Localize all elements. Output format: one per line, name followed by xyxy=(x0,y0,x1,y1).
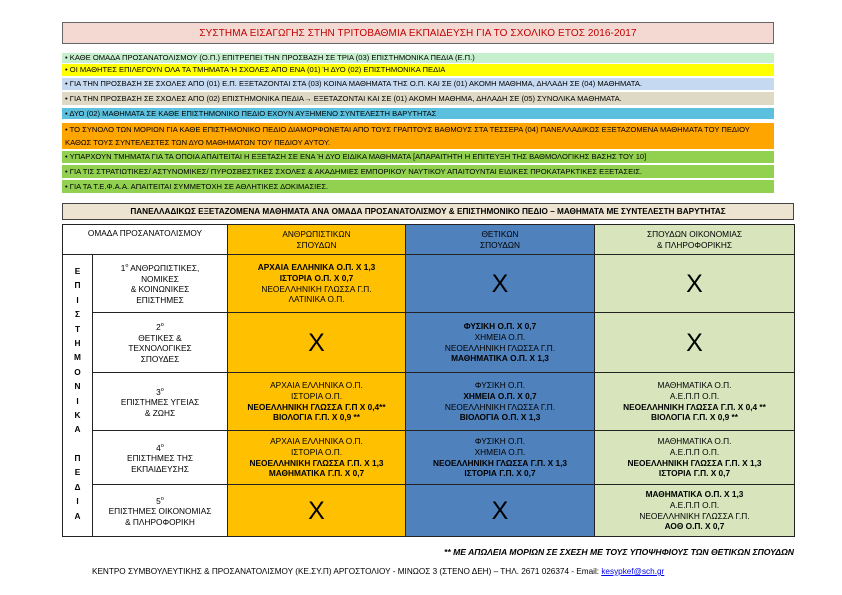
bullet-text: ΓΙΑ ΤΗΝ ΠΡΟΣΒΑΣΗ ΣΕ ΣΧΟΛΕΣ ΑΠΟ (02) ΕΠΙΣΤΗΜΟΝΙΚΑ ΠΕΔΙΑ→ ΕΞΕΤΑΖΟΝΤΑΙ ΚΑΙ ΣΕ (01) ΑΚΟΜΗ ΜΑΘΗΜΑ, ΔΗΛΑΔΗ ΣΕ (05) ΣΥΝΟΛΙΚΑ ΜΑΘΗΜΑΤΑ. xyxy=(69,94,622,103)
vertical-label-epistimonika-pedia xyxy=(63,255,93,537)
col-header-line: ΣΠΟΥΔΩΝ ΟΙΚΟΝΟΜΙΑΣ xyxy=(646,228,743,239)
vertical-letter: Μ xyxy=(74,352,81,363)
subject-line: ΝΕΟΕΛΛΗΝΙΚΗ ΓΛΩΣΣΑ Γ.Π. Χ 0,4 ** xyxy=(623,401,766,412)
subject-line: ΜΑΘΗΜΑΤΙΚΑ Ο.Π. Χ 1,3 xyxy=(451,353,549,364)
subject-line: ΜΑΘΗΜΑΤΙΚΑ Ο.Π. xyxy=(657,436,732,447)
bullet-item xyxy=(62,53,774,63)
subject-line: ΙΣΤΟΡΙΑ Γ.Π. Χ 0,7 xyxy=(658,468,731,479)
field-name-line: ΤΕΧΝΟΛΟΓΙΚΕΣ xyxy=(128,343,192,354)
vertical-letter: Ο xyxy=(74,366,81,377)
subject-line: ΙΣΤΟΡΙΑ Ο.Π. Χ 0,7 xyxy=(279,272,354,283)
field-number-value: 2 xyxy=(156,322,161,333)
subject-line: ΙΣΤΟΡΙΑ Ο.Π. xyxy=(290,390,343,401)
bullet-item xyxy=(62,123,774,149)
cell-oikonomias xyxy=(595,431,795,485)
subjects-table xyxy=(62,224,795,537)
cell-oikonomias xyxy=(595,485,795,537)
bullet-text: ΓΙΑ ΤΑ Τ.Ε.Φ.Α.Α. ΑΠΑΙΤΕΙΤΑΙ ΣΥΜΜΕΤΟΧΗ ΣΕ ΑΘΛΗΤΙΚΕΣ ΔΟΚΙΜΑΣΙΕΣ. xyxy=(69,182,329,191)
field-name-line: & ΠΛΗΡΟΦΟΡΙΚΗ xyxy=(125,516,195,527)
footer xyxy=(92,567,664,576)
bullet-dot-icon: • xyxy=(65,152,70,161)
subject-line: ΝΕΟΕΛΛΗΝΙΚΗ ΓΛΩΣΣΑ Γ.Π. xyxy=(444,401,556,412)
subject-line: ΒΙΟΛΟΓΙΑ Ο.Π. Χ 1,3 xyxy=(459,412,541,423)
field-number xyxy=(93,261,227,273)
field-number-value: 4 xyxy=(156,442,161,453)
subject-line: ΑΟΘ Ο.Π. Χ 0,7 xyxy=(664,521,725,532)
footer-text: ΚΕΝΤΡΟ ΣΥΜΒΟΥΛΕΥΤΙΚΗΣ & ΠΡΟΣΑΝΑΤΟΛΙΣΜΟΥ (ΚΕ.ΣΥ.Π) ΑΡΓΟΣΤΟΛΙΟΥ - ΜΙΝΩΟΣ 3 (ΣΤΕΝΟ ΔΕΗ) – ΤΗΛ. 2671 026374 - Email: xyxy=(92,567,602,576)
field-name-cell xyxy=(93,485,228,537)
vertical-letter: Σ xyxy=(75,309,80,320)
table-row xyxy=(63,431,795,485)
vertical-letter: Κ xyxy=(74,409,81,420)
subject-line: ΜΑΘΗΜΑΤΙΚΑ Γ.Π. Χ 0,7 xyxy=(268,468,365,479)
subject-line: ΝΕΟΕΛΛΗΝΙΚΗ ΓΛΩΣΣΑ Γ.Π. xyxy=(444,342,556,353)
bullet-text: ΟΙ ΜΑΘΗΤΕΣ ΕΠΙΛΕΓΟΥΝ ΟΛΑ ΤΑ ΤΜΗΜΑΤΑ Ή ΣΧΟΛΕΣ ΑΠΟ ΕΝΑ (01) Ή ΔΥΟ (02) ΕΠΙΣΤΗΜΟΝΙΚΑ ΠΕΔΙΑ xyxy=(69,65,446,74)
subject-line: ΝΕΟΕΛΛΗΝΙΚΗ ΓΛΩΣΣΑ Γ.Π. Χ 1,3 xyxy=(249,457,384,468)
bullet-text: ΚΑΘΕ ΟΜΑΔΑ ΠΡΟΣΑΝΑΤΟΛΙΣΜΟΥ (Ο.Π.) ΕΠΙΤΡΕΠΕΙ ΤΗΝ ΠΡΟΣΒΑΣΗ ΣΕ ΤΡΙΑ (03) ΕΠΙΣΤΗΜΟΝΙΚΑ ΠΕΔΙΑ (Ε.Π.) xyxy=(69,53,475,62)
vertical-letter: Ε xyxy=(74,467,81,478)
subject-line: ΝΕΟΕΛΛΗΝΙΚΗ ΓΛΩΣΣΑ Γ.Π. Χ 1,3 xyxy=(627,457,762,468)
subject-line: ΒΙΟΛΟΓΙΑ Γ.Π. Χ 0,9 ** xyxy=(273,412,360,423)
cell-thetikon xyxy=(406,255,595,313)
cell-anthropistikon xyxy=(228,313,406,373)
bullet-item xyxy=(62,64,774,76)
section-title: ΠΑΝΕΛΛΑΔΙΚΩΣ ΕΞΕΤΑΖΟΜΕΝΑ ΜΑΘΗΜΑΤΑ ΑΝΑ ΟΜΑΔΑ ΠΡΟΣΑΝΑΤΟΛΙΣΜΟΥ & ΕΠΙΣΤΗΜΟΝΙΚΟ ΠΕΔΙΟ – ΜΑΘΗΜΑΤΑ ΜΕ ΣΥΝΤΕΛΕΣΤΗ ΒΑΡΥΤΗΤΑΣ xyxy=(62,203,794,220)
subject-line: ΧΗΜΕΙΑ Ο.Π. Χ 0,7 xyxy=(463,390,537,401)
field-name-cell xyxy=(93,373,228,431)
field-name-line: ΑΝΘΡΩΠΙΣΤΙΚΕΣ, xyxy=(130,263,200,274)
field-name-line: & ΖΩΗΣ xyxy=(144,407,176,418)
document-title: ΣΥΣΤΗΜΑ ΕΙΣΑΓΩΓΗΣ ΣΤΗΝ ΤΡΙΤΟΒΑΘΜΙΑ ΕΚΠΑΙΔΕΥΣΗ ΓΙΑ ΤΟ ΣΧΟΛΙΚΟ ΕΤΟΣ 2016-2017 xyxy=(62,22,774,44)
subject-line: ΦΥΣΙΚΗ Ο.Π. xyxy=(474,436,526,447)
table-row xyxy=(63,373,795,431)
col-header-line: ΘΕΤΙΚΩΝ xyxy=(481,228,519,239)
table-corner-header: ΟΜΑΔΑ ΠΡΟΣΑΝΑΤΟΛΙΣΜΟΥ xyxy=(63,225,228,255)
subject-line: ΜΑΘΗΜΑΤΙΚΑ Ο.Π. xyxy=(657,380,732,391)
subject-line: ΙΣΤΟΡΙΑ Ο.Π. xyxy=(290,446,343,457)
subject-line: ΦΥΣΙΚΗ Ο.Π. xyxy=(474,380,526,391)
bullet-text: ΓΙΑ ΤΙΣ ΣΤΡΑΤΙΩΤΙΚΕΣ/ ΑΣΤΥΝΟΜΙΚΕΣ/ ΠΥΡΟΣΒΕΣΤΙΚΕΣ ΣΧΟΛΕΣ & ΑΚΑΔΗΜΙΕΣ ΕΜΠΟΡΙΚΟΥ ΝΑΥΤΙΚΟΥ ΑΠΑΙΤΟΥΝΤΑΙ ΕΙΔΙΚΕΣ ΠΡΟΚΑΤΑΡΚΤΙΚΕΣ ΕΞΕΤΑΣΕΙΣ. xyxy=(69,167,643,176)
bullet-text: ΔΥΟ (02) ΜΑΘΗΜΑΤΑ ΣΕ ΚΑΘΕ ΕΠΙΣΤΗΜΟΝΙΚΟ ΠΕΔΙΟ ΕΧΟΥΝ ΑΥΞΗΜΕΝΟ ΣΥΝΤΕΛΕΣΤΗ ΒΑΡΥΤΗΤΑΣ xyxy=(69,109,437,118)
subject-line: ΦΥΣΙΚΗ Ο.Π. Χ 0,7 xyxy=(463,321,537,332)
field-number xyxy=(93,494,227,506)
vertical-letter: Α xyxy=(74,510,81,521)
field-number-value: 3 xyxy=(156,386,161,397)
field-name-line: & ΚΟΙΝΩΝΙΚΕΣ xyxy=(130,284,190,295)
field-name-line: ΘΕΤΙΚΕΣ & xyxy=(138,332,182,343)
bullet-item xyxy=(62,165,774,178)
col-header-oikonomias xyxy=(595,225,795,255)
bullet-item xyxy=(62,78,774,90)
subject-line: ΑΡΧΑΙΑ ΕΛΛΗΝΙΚΑ Ο.Π. xyxy=(270,436,363,447)
field-number-ordinal: ο xyxy=(160,442,164,449)
cell-anthropistikon xyxy=(228,255,406,313)
bullet-dot-icon: • xyxy=(65,94,70,103)
table-row xyxy=(63,485,795,537)
bullet-item xyxy=(62,108,774,119)
vertical-letter xyxy=(63,439,92,453)
subject-line: ΝΕΟΕΛΛΗΝΙΚΗ ΓΛΩΣΣΑ Γ.Π. Χ 1,3 xyxy=(432,457,568,468)
cell-oikonomias xyxy=(595,255,795,313)
subject-line: ΛΑΤΙΝΙΚΑ Ο.Π. xyxy=(288,294,345,305)
vertical-letter: Ν xyxy=(74,381,81,392)
vertical-letter: Π xyxy=(74,453,81,464)
bullet-dot-icon: • xyxy=(65,79,70,88)
table-row xyxy=(63,255,795,313)
field-name-line: ΕΚΠΑΙΔΕΥΣΗΣ xyxy=(131,463,189,474)
subject-line: ΑΡΧΑΙΑ ΕΛΛΗΝΙΚΑ Ο.Π. xyxy=(270,380,363,391)
vertical-letter: Η xyxy=(74,337,81,348)
subject-line: ΝΕΟΕΛΛΗΝΙΚΗ ΓΛΩΣΣΑ Γ.Π. xyxy=(261,283,372,294)
field-number-value: 1 xyxy=(120,263,126,274)
table-row xyxy=(63,313,795,373)
bullet-text: ΤΟ ΣΥΝΟΛΟ ΤΩΝ ΜΟΡΙΩΝ ΓΙΑ ΚΑΘΕ ΕΠΙΣΤΗΜΟΝΙΚΟ ΠΕΔΙΟ ΔΙΑΜΟΡΦΩΝΕΤΑΙ ΑΠΟ ΤΟΥΣ ΓΡΑΠΤΟΥΣ ΒΑΘΜΟΥΣ ΣΤΑ ΤΕΣΣΕΡΑ (04) ΠΑΝΕΛΛΑΔΙΚΩΣ ΕΞΕΤΑΖΟΜΕΝΑ ΜΑΘΗΜΑΤΑ ΤΟΥ ΠΕΔΙΟΥ ΚΑΘΩΣ ΤΟΥΣ ΣΥΝΤΕΛΕΣΤΕΣ ΤΩΝ ΔΥΟ ΜΑΘΗΜΑΤΩΝ ΤΟΥ ΠΕΔΙΟΥ ΑΥΤΟΥ. xyxy=(65,125,750,147)
bullet-dot-icon: • xyxy=(65,53,70,62)
field-name-line: ΝΟΜΙΚΕΣ xyxy=(141,273,179,284)
col-header-anthropistikon xyxy=(228,225,406,255)
vertical-letter: Ι xyxy=(76,395,79,406)
cell-anthropistikon xyxy=(228,485,406,537)
not-applicable-x-mark: X xyxy=(491,269,509,298)
subject-line: Α.Ε.Π.Π Ο.Π. xyxy=(669,499,720,510)
field-name-cell xyxy=(93,313,228,373)
field-number xyxy=(93,320,227,332)
vertical-letter: Α xyxy=(74,424,81,435)
not-applicable-x-mark: X xyxy=(491,496,509,525)
subject-line: ΑΡΧΑΙΑ ΕΛΛΗΝΙΚΑ Ο.Π. Χ 1,3 xyxy=(257,262,376,273)
cell-oikonomias xyxy=(595,373,795,431)
field-number-ordinal: ο xyxy=(125,263,129,270)
subject-line: ΝΕΟΕΛΛΗΝΙΚΗ ΓΛΩΣΣΑ Γ.Π. xyxy=(639,510,750,521)
footer-email-link[interactable]: kesypkef@sch.gr xyxy=(601,567,665,576)
subject-line: ΙΣΤΟΡΙΑ Γ.Π. Χ 0,7 xyxy=(464,468,536,479)
bullet-text: ΓΙΑ ΤΗΝ ΠΡΟΣΒΑΣΗ ΣΕ ΣΧΟΛΕΣ ΑΠΟ (01) Ε.Π. ΕΞΕΤΑΖΟΝΤΑΙ ΣΤΑ (03) ΚΟΙΝΑ ΜΑΘΗΜΑΤΑ ΤΗΣ Ο.Π. ΚΑΙ ΣΕ (01) ΑΚΟΜΗ ΜΑΘΗΜΑ, ΔΗΛΑΔΗ ΣΕ (04) ΜΑΘΗΜΑΤΑ. xyxy=(69,79,643,88)
bullet-dot-icon: • xyxy=(65,65,70,74)
field-name-line: ΕΠΙΣΤΗΜΕΣ ΤΗΣ xyxy=(127,453,193,464)
subject-line: Α.Ε.Π.Π Ο.Π. xyxy=(669,390,720,401)
vertical-letter: Τ xyxy=(74,323,81,334)
bullet-item xyxy=(62,180,774,193)
field-name-cell xyxy=(93,431,228,485)
footnote: ** ΜΕ ΑΠΩΛΕΙΑ ΜΟΡΙΩΝ ΣΕ ΣΧΕΣΗ ΜΕ ΤΟΥΣ ΥΠΟΨΗΦΙΟΥΣ ΤΩΝ ΘΕΤΙΚΩΝ ΣΠΟΥΔΩΝ xyxy=(444,547,794,557)
subject-line: ΧΗΜΕΙΑ Ο.Π. xyxy=(474,331,526,342)
not-applicable-x-mark: X xyxy=(308,328,325,357)
cell-thetikon xyxy=(406,485,595,537)
cell-oikonomias xyxy=(595,313,795,373)
field-name-line: ΣΠΟΥΔΕΣ xyxy=(140,353,180,364)
subject-line: ΒΙΟΛΟΓΙΑ Γ.Π. Χ 0,9 ** xyxy=(651,412,738,423)
vertical-letter: Ι xyxy=(76,294,79,305)
bullet-item xyxy=(62,92,774,105)
vertical-letter: Ε xyxy=(74,265,81,276)
col-header-line: ΑΝΘΡΩΠΙΣΤΙΚΩΝ xyxy=(282,228,351,239)
field-number-value: 5 xyxy=(156,495,161,506)
bullet-dot-icon: • xyxy=(65,167,70,176)
subject-line: ΝΕΟΕΛΛΗΝΙΚΗ ΓΛΩΣΣΑ Γ.Π Χ 0,4** xyxy=(247,401,386,412)
cell-thetikon xyxy=(406,313,595,373)
vertical-letter: Π xyxy=(74,280,81,291)
subject-line: ΜΑΘΗΜΑΤΙΚΑ Ο.Π. Χ 1,3 xyxy=(645,489,744,500)
not-applicable-x-mark: X xyxy=(308,496,325,525)
cell-thetikon xyxy=(406,431,595,485)
bullet-text: ΥΠΑΡΧΟΥΝ ΤΜΗΜΑΤΑ ΓΙΑ ΤΑ ΟΠΟΙΑ ΑΠΑΙΤΕΙΤΑΙ Η ΕΞΕΤΑΣΗ ΣΕ ΕΝΑ Ή ΔΥΟ ΕΙΔΙΚΑ ΜΑΘΗΜΑΤΑ [ΑΠΑΡΑΙΤΗΤΗ Η ΕΠΙΤΕΥΞΗ ΤΗΣ ΒΑΘΜΟΛΟΓΙΚΗΣ ΒΑΣΗΣ ΤΟΥ 10] xyxy=(69,152,647,161)
field-name-cell xyxy=(93,255,228,313)
cell-anthropistikon xyxy=(228,431,406,485)
subject-line: Α.Ε.Π.Π Ο.Π. xyxy=(669,446,720,457)
cell-thetikon xyxy=(406,373,595,431)
vertical-letter: Ι xyxy=(76,496,79,507)
bullet-dot-icon: • xyxy=(65,109,70,118)
field-number-ordinal: ο xyxy=(160,495,164,502)
field-name-line: ΕΠΙΣΤΗΜΕΣ xyxy=(136,294,184,305)
bullet-item xyxy=(62,151,774,163)
col-header-thetikon xyxy=(406,225,595,255)
col-header-line: ΣΠΟΥΔΩΝ xyxy=(480,239,520,250)
not-applicable-x-mark: X xyxy=(686,328,703,357)
field-number xyxy=(93,385,227,397)
vertical-letter: Δ xyxy=(74,481,81,492)
field-name-line: ΕΠΙΣΤΗΜΕΣ ΟΙΚΟΝΟΜΙΑΣ xyxy=(108,506,212,517)
field-number-ordinal: ο xyxy=(160,322,164,329)
not-applicable-x-mark: X xyxy=(686,269,703,298)
col-header-line: & ΠΛΗΡΟΦΟΡΙΚΗΣ xyxy=(657,239,732,250)
table-header-row xyxy=(63,225,795,255)
field-number-ordinal: ο xyxy=(160,386,164,393)
cell-anthropistikon xyxy=(228,373,406,431)
subject-line: ΧΗΜΕΙΑ Ο.Π. xyxy=(474,446,526,457)
bullet-dot-icon: • xyxy=(65,182,70,191)
col-header-line: ΣΠΟΥΔΩΝ xyxy=(296,239,337,250)
field-name-line: ΕΠΙΣΤΗΜΕΣ ΥΓΕΙΑΣ xyxy=(120,397,200,408)
bullet-dot-icon: • xyxy=(65,125,70,134)
field-number xyxy=(93,441,227,453)
